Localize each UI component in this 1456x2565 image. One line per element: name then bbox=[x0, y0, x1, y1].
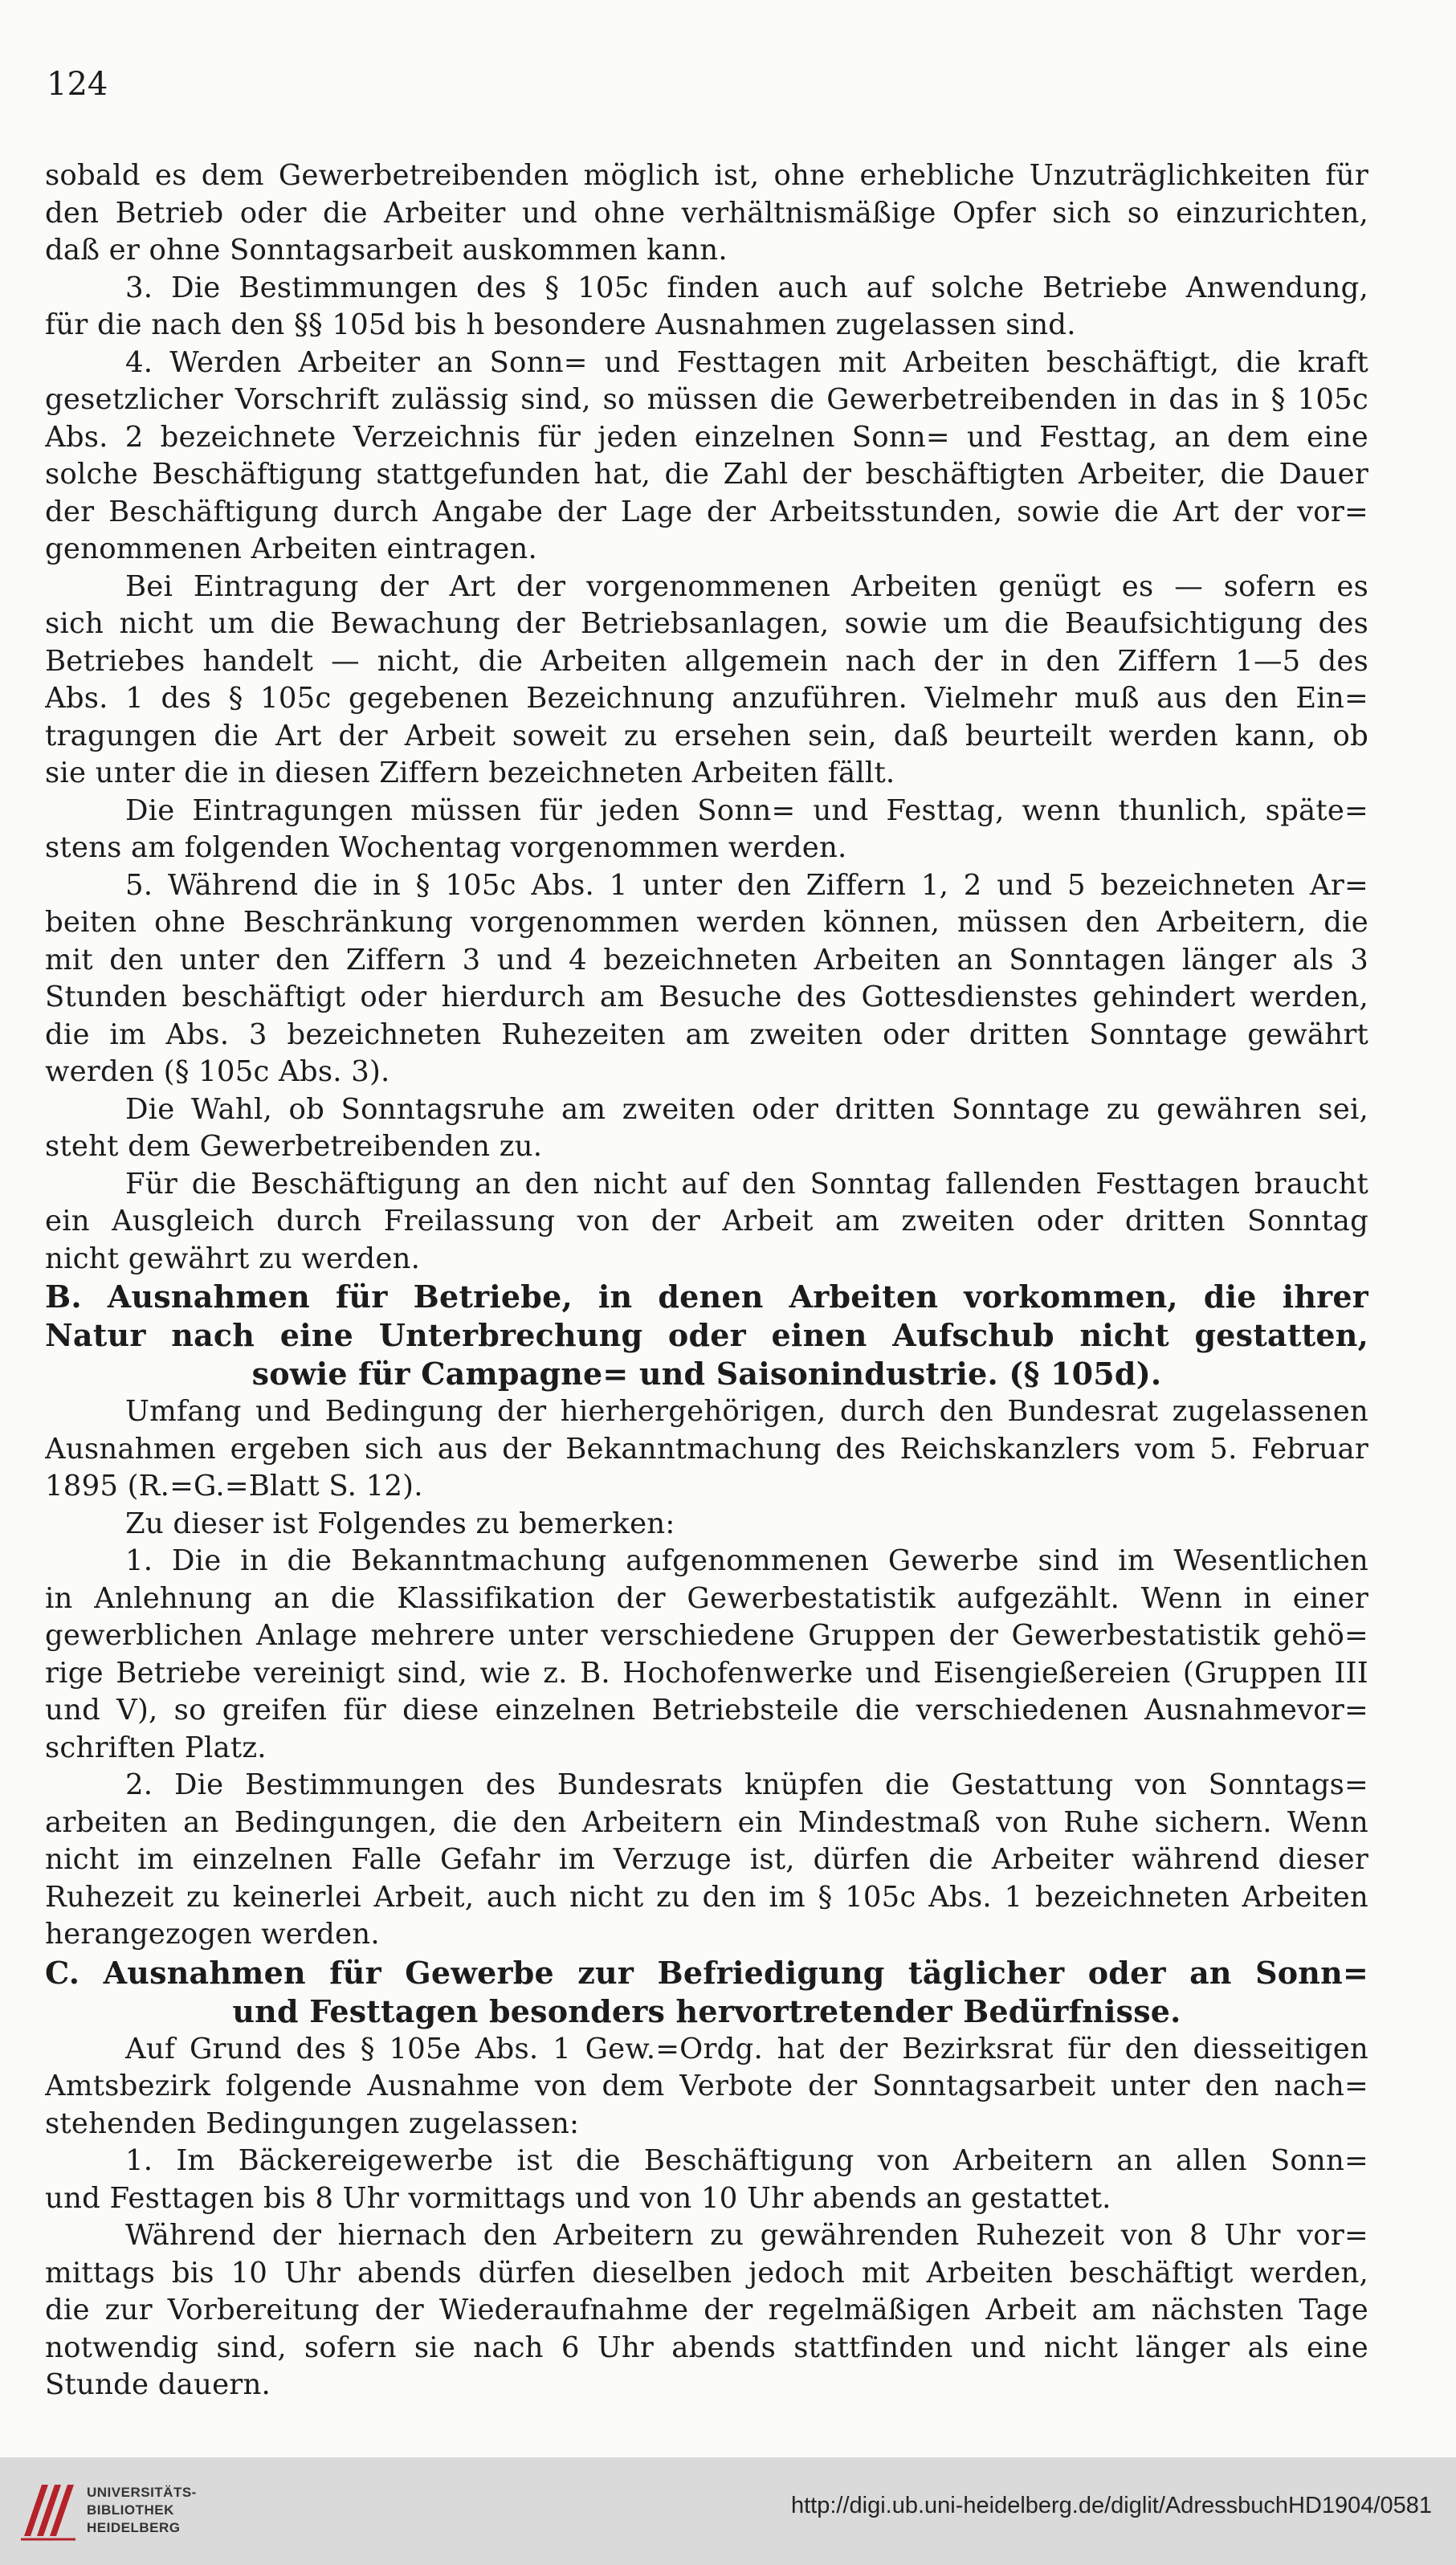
text-line: herangezogen werden. bbox=[45, 1918, 380, 1951]
text-line: sie unter die in diesen Ziffern bezeichneten Arbeiten fällt. bbox=[45, 756, 895, 789]
text-line: sich nicht um die Bewachung der Betriebsanlagen, sowie um die Beaufsichtigung des bbox=[45, 607, 1368, 640]
library-logo[interactable] bbox=[18, 2473, 202, 2547]
text-line: die im Abs. 3 bezeichneten Ruhezeiten am zweiten oder dritten Sonntage gewährt bbox=[45, 1017, 1368, 1051]
text-line: genommenen Arbeiten eintragen. bbox=[45, 532, 537, 565]
text-line: Umfang und Bedingung der hierhergehörigen, durch den Bundesrat zugelassenen bbox=[125, 1395, 1368, 1428]
section-heading-line: sowie für Campagne= und Saisonindustrie. (§ 105d). bbox=[251, 1356, 1162, 1392]
text-line: daß er ohne Sonntagsarbeit auskommen kann. bbox=[45, 234, 728, 267]
text-line: Ruhezeit zu keinerlei Arbeit, auch nicht zu den im § 105c Abs. 1 bezeichneten Arbeiten bbox=[45, 1880, 1368, 1914]
footer-bar bbox=[0, 2457, 1456, 2565]
text-line: tragungen die Art der Arbeit soweit zu ersehen sein, daß beurteilt werden kann, ob bbox=[45, 719, 1368, 752]
section-heading-line: Natur nach eine Unterbrechung oder einen Aufschub nicht gestatten, bbox=[45, 1317, 1368, 1353]
text-line: Auf Grund des § 105e Abs. 1 Gew.=Ordg. hat der Bezirksrat für den diesseitigen bbox=[125, 2032, 1368, 2065]
text-line: Für die Beschäftigung an den nicht auf den Sonntag fallenden Festtagen braucht bbox=[125, 1167, 1368, 1201]
text-line: mit den unter den Ziffern 3 und 4 bezeichneten Arbeiten an Sonntagen länger als 3 bbox=[45, 943, 1368, 977]
text-line: steht dem Gewerbetreibenden zu. bbox=[45, 1130, 543, 1163]
text-line: 3. Die Bestimmungen des § 105c finden auch auf solche Betriebe Anwendung, bbox=[125, 271, 1368, 304]
text-line: Die Eintragungen müssen für jeden Sonn= und Festtag, wenn thunlich, späte= bbox=[125, 793, 1368, 827]
text-line: 2. Die Bestimmungen des Bundesrats knüpfen die Gestattung von Sonntags= bbox=[125, 1768, 1368, 1801]
text-line: und Festtagen bis 8 Uhr vormittags und von 10 Uhr abends an gestattet. bbox=[45, 2181, 1111, 2215]
text-line: für die nach den §§ 105d bis h besondere Ausnahmen zugelassen sind. bbox=[45, 308, 1076, 341]
text-line: Abs. 2 bezeichnete Verzeichnis für jeden einzelnen Sonn= und Festtag, an dem eine bbox=[45, 420, 1368, 454]
text-line: stehenden Bedingungen zugelassen: bbox=[45, 2106, 580, 2140]
text-line: 1. Im Bäckereigewerbe ist die Beschäftigung von Arbeitern an allen Sonn= bbox=[125, 2144, 1368, 2177]
text-line: Betriebes handelt — nicht, die Arbeiten allgemein nach der in den Ziffern 1—5 des bbox=[45, 644, 1368, 678]
text-line: und V), so greifen für diese einzelnen Betriebsteile die verschiedenen Ausnahmevor= bbox=[45, 1694, 1368, 1727]
text-line: in Anlehnung an die Klassifikation der Gewerbestatistik aufgezählt. Wenn in einer bbox=[45, 1581, 1368, 1615]
text-line: gesetzlicher Vorschrift zulässig sind, so müssen die Gewerbetreibenden in das in § 105c bbox=[45, 383, 1368, 416]
text-line: 1895 (R.=G.=Blatt S. 12). bbox=[45, 1470, 423, 1503]
text-line: solche Beschäftigung stattgefunden hat, die Zahl der beschäftigten Arbeiter, die Dauer bbox=[45, 458, 1368, 491]
text-line: der Beschäftigung durch Angabe der Lage der Arbeitsstunden, sowie die Art der vor= bbox=[45, 495, 1368, 528]
text-line: werden (§ 105c Abs. 3). bbox=[45, 1055, 390, 1088]
text-line: Ausnahmen ergeben sich aus der Bekanntmachung des Reichskanzlers vom 5. Februar bbox=[45, 1432, 1368, 1466]
logo-text-line-3: HEIDELBERG bbox=[87, 2520, 181, 2535]
text-line: nicht gewährt zu werden. bbox=[45, 1242, 421, 1275]
text-line: rige Betriebe vereinigt sind, wie z. B. Hochofenwerke und Eisengießereien (Gruppen III bbox=[45, 1656, 1368, 1690]
text-line: mittags bis 10 Uhr abends dürfen dieselben jedoch mit Arbeiten beschäftigt werden, bbox=[45, 2256, 1368, 2290]
text-line: stens am folgenden Wochentag vorgenommen werden. bbox=[45, 831, 847, 864]
logo-text-line-1: UNIVERSITÄTS- bbox=[87, 2485, 197, 2500]
text-line: nicht im einzelnen Falle Gefahr im Verzuge ist, dürfen die Arbeiter während dieser bbox=[45, 1843, 1368, 1876]
text-line: arbeiten an Bedingungen, die den Arbeitern ein Mindestmaß von Ruhe sichern. Wenn bbox=[45, 1805, 1368, 1839]
text-line: beiten ohne Beschränkung vorgenommen werden können, müssen den Arbeitern, die bbox=[45, 906, 1368, 939]
text-line: notwendig sind, sofern sie nach 6 Uhr abends stattfinden und nicht länger als eine bbox=[45, 2331, 1368, 2364]
text-line: 5. Während die in § 105c Abs. 1 unter den Ziffern 1, 2 und 5 bezeichneten Ar= bbox=[125, 868, 1368, 902]
text-line: Bei Eintragung der Art der vorgenommenen Arbeiten genügt es — sofern es bbox=[125, 569, 1368, 603]
section-heading-line: C. Ausnahmen für Gewerbe zur Befriedigung täglicher oder an Sonn= bbox=[45, 1954, 1368, 1991]
text-line: Zu dieser ist Folgendes zu bemerken: bbox=[125, 1507, 675, 1540]
library-logo-icon bbox=[18, 2478, 79, 2543]
text-line: Stunde dauern. bbox=[45, 2368, 271, 2401]
text-line: den Betrieb oder die Arbeiter und ohne verhältnismäßige Opfer sich so einzurichten, bbox=[45, 196, 1368, 230]
text-line: die zur Vorbereitung der Wiederaufnahme der regelmäßigen Arbeit am nächsten Tage bbox=[45, 2294, 1368, 2326]
text-line: Während der hiernach den Arbeitern zu gewährenden Ruhezeit von 8 Uhr vor= bbox=[125, 2219, 1368, 2252]
text-line: 1. Die in die Bekanntmachung aufgenommenen Gewerbe sind im Wesentlichen bbox=[125, 1544, 1368, 1577]
text-line: sobald es dem Gewerbetreibenden möglich ist, ohne erhebliche Unzuträglichkeiten für bbox=[45, 159, 1368, 192]
section-heading-line: und Festtagen besonders hervortretender Bedürfnisse. bbox=[232, 1992, 1181, 2029]
text-line: schriften Platz. bbox=[45, 1731, 267, 1764]
text-line: gewerblichen Anlage mehrere unter verschiedene Gruppen der Gewerbestatistik gehö= bbox=[45, 1619, 1368, 1652]
text-line: Abs. 1 des § 105c gegebenen Bezeichnung anzuführen. Vielmehr muß aus den Ein= bbox=[45, 682, 1368, 715]
section-heading-line: B. Ausnahmen für Betriebe, in denen Arbeiten vorkommen, die ihrer bbox=[45, 1278, 1368, 1315]
text-line: Die Wahl, ob Sonntagsruhe am zweiten oder dritten Sonntage zu gewähren sei, bbox=[125, 1092, 1368, 1126]
source-url-link[interactable]: http://digi.ub.uni-heidelberg.de/diglit/AdressbuchHD1904/0581 bbox=[790, 2493, 1432, 2518]
page-number: 124 bbox=[47, 66, 108, 103]
text-line: Stunden beschäftigt oder hierdurch am Besuche des Gottesdienstes gehindert werden, bbox=[45, 981, 1368, 1013]
logo-text-line-2: BIBLIOTHEK bbox=[87, 2502, 174, 2518]
text-line: 4. Werden Arbeiter an Sonn= und Festtagen mit Arbeiten beschäftigt, die kraft bbox=[125, 345, 1368, 379]
text-line: ein Ausgleich durch Freilassung von der Arbeit am zweiten oder dritten Sonntag bbox=[45, 1205, 1368, 1238]
page-text bbox=[45, 157, 1368, 2404]
text-line: Amtsbezirk folgende Ausnahme von dem Verbote der Sonntagsarbeit unter den nach= bbox=[45, 2070, 1368, 2102]
